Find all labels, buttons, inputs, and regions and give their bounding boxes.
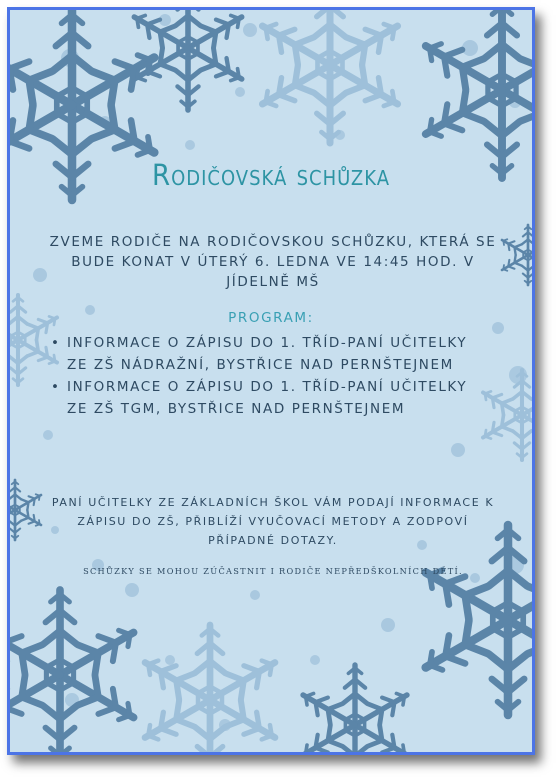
snowflake-icon (10, 590, 142, 752)
program-heading: PROGRAM: (228, 310, 314, 326)
program-item-text: INFORMACE O ZÁPISU DO 1. TŘÍD-PANÍ UČITELKY ZE ZŠ NÁDRAŽNÍ, BYSTŘICE NAD PERNŠTEJNEM (67, 335, 468, 373)
snowflake-icon (255, 10, 406, 143)
snowflake-icon (417, 10, 532, 178)
footnote: SCHŮZKY SE MOHOU ZÚČASTNIT I RODIČE NEPŘEDŠKOLNÍCH DĚTÍ. (83, 566, 463, 576)
snowflake-icon (416, 525, 532, 715)
bullet-icon: • (51, 335, 61, 351)
snowflake-icon (10, 480, 44, 540)
invitation-poster (7, 7, 535, 755)
snowflake-icon (138, 625, 283, 752)
snowflake-icon (479, 370, 532, 460)
list-item (50, 332, 480, 376)
bullet-icon: • (51, 379, 61, 395)
snowflake-icon (297, 665, 413, 752)
list-item (50, 376, 480, 420)
program-list (50, 332, 480, 420)
teachers-paragraph: PANÍ UČITELKY ZE ZÁKLADNÍCH ŠKOL VÁM PODAJÍ INFORMACE K ZÁPISU DO ZŠ, PŘIBLÍŽÍ VYUČOVACÍ METODY A ZODPOVÍ PŘÍPADNÉ DOTAZY. (51, 496, 495, 547)
poster-title: Rodičovská schůzka (151, 158, 390, 192)
program-item-text: INFORMACE O ZÁPISU DO 1. TŘÍD-PANÍ UČITELKY ZE ZŠ TGM, BYSTŘICE NAD PERNŠTEJNEM (67, 379, 468, 417)
invitation-text: ZVEME RODIČE NA RODIČOVSKOU SCHŮZKU, KTERÁ SE BUDE KONAT V ÚTERÝ 6. LEDNA VE 14:45 HOD. V JÍDELNĚ MŠ (49, 234, 497, 290)
